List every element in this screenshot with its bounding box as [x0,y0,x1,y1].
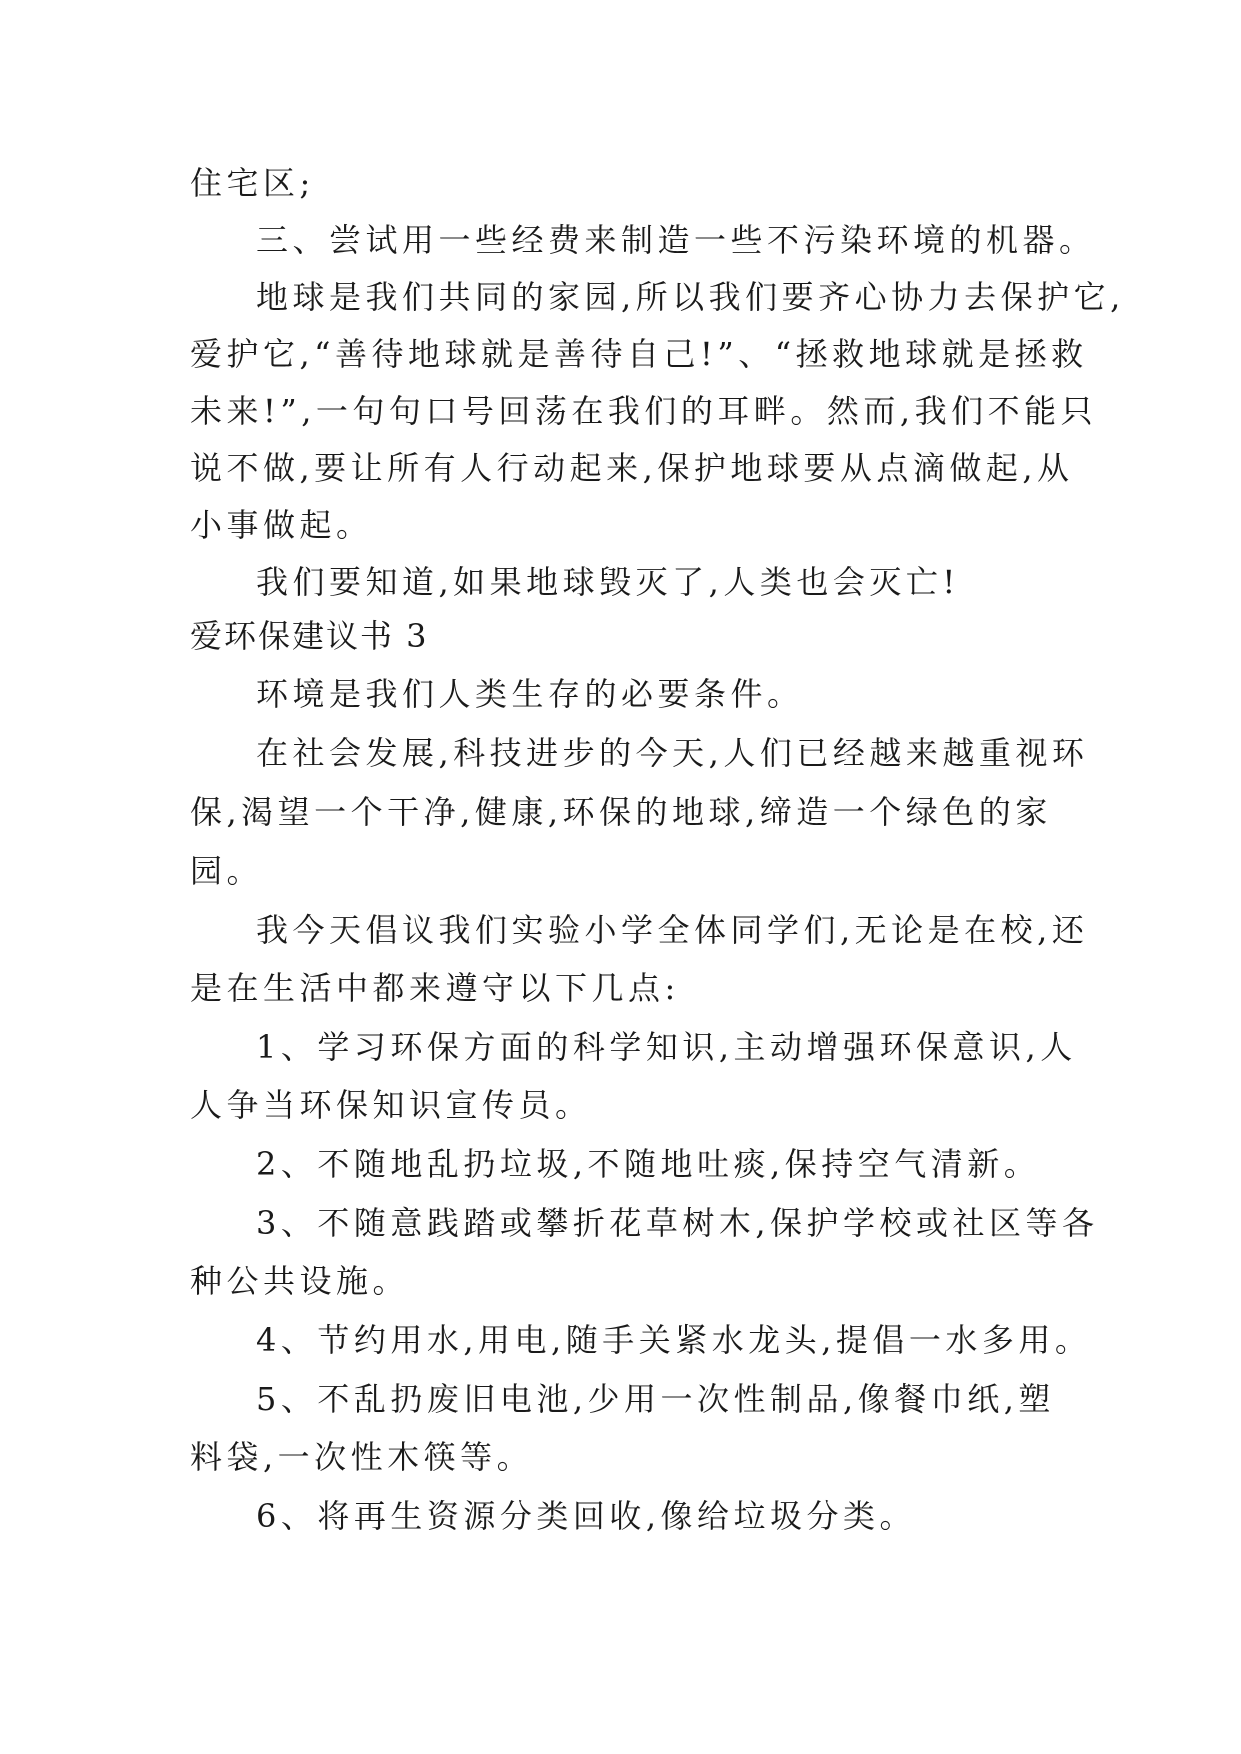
text-line: 3、不随意践踏或攀折花草树木,保护学校或社区等各 [256,1204,1099,1242]
text-line: 1、学习环保方面的科学知识,主动增强环保意识,人 [256,1028,1077,1066]
text-line: 地球是我们共同的家园,所以我们要齐心协力去保护它, [256,278,1125,316]
text-line: 住宅区; [190,164,315,202]
text-line: 在社会发展,科技进步的今天,人们已经越来越重视环 [256,734,1089,772]
text-line: 环境是我们人类生存的必要条件。 [256,675,804,713]
text-line: 小事做起。 [190,506,373,544]
section-heading: 爱环保建议书 3 [190,617,429,655]
text-line: 园。 [190,852,264,890]
text-line: 未来!”,一句句口号回荡在我们的耳畔。然而,我们不能只 [190,392,1098,430]
text-line: 2、不随地乱扔垃圾,不随地吐痰,保持空气清新。 [256,1145,1041,1183]
text-line: 4、节约用水,用电,随手关紧水龙头,提倡一水多用。 [256,1321,1092,1359]
text-line: 三、尝试用一些经费来制造一些不污染环境的机器。 [256,221,1096,259]
text-line: 人争当环保知识宣传员。 [190,1086,592,1124]
text-line: 5、不乱扔废旧电池,少用一次性制品,像餐巾纸,塑 [256,1380,1055,1418]
text-line: 保,渴望一个干净,健康,环保的地球,缔造一个绿色的家 [190,793,1052,831]
text-line: 种公共设施。 [190,1262,410,1300]
text-line: 是在生活中都来遵守以下几点: [190,969,680,1007]
text-line: 6、将再生资源分类回收,像给垃圾分类。 [256,1497,917,1535]
text-line: 说不做,要让所有人行动起来,保护地球要从点滴做起,从 [190,449,1074,487]
text-line: 爱护它,“善待地球就是善待自己!”、“拯救地球就是拯救 [190,335,1088,373]
text-line: 我们要知道,如果地球毁灭了,人类也会灭亡! [256,563,960,601]
text-line: 我今天倡议我们实验小学全体同学们,无论是在校,还 [256,911,1089,949]
text-line: 料袋,一次性木筷等。 [190,1438,534,1476]
